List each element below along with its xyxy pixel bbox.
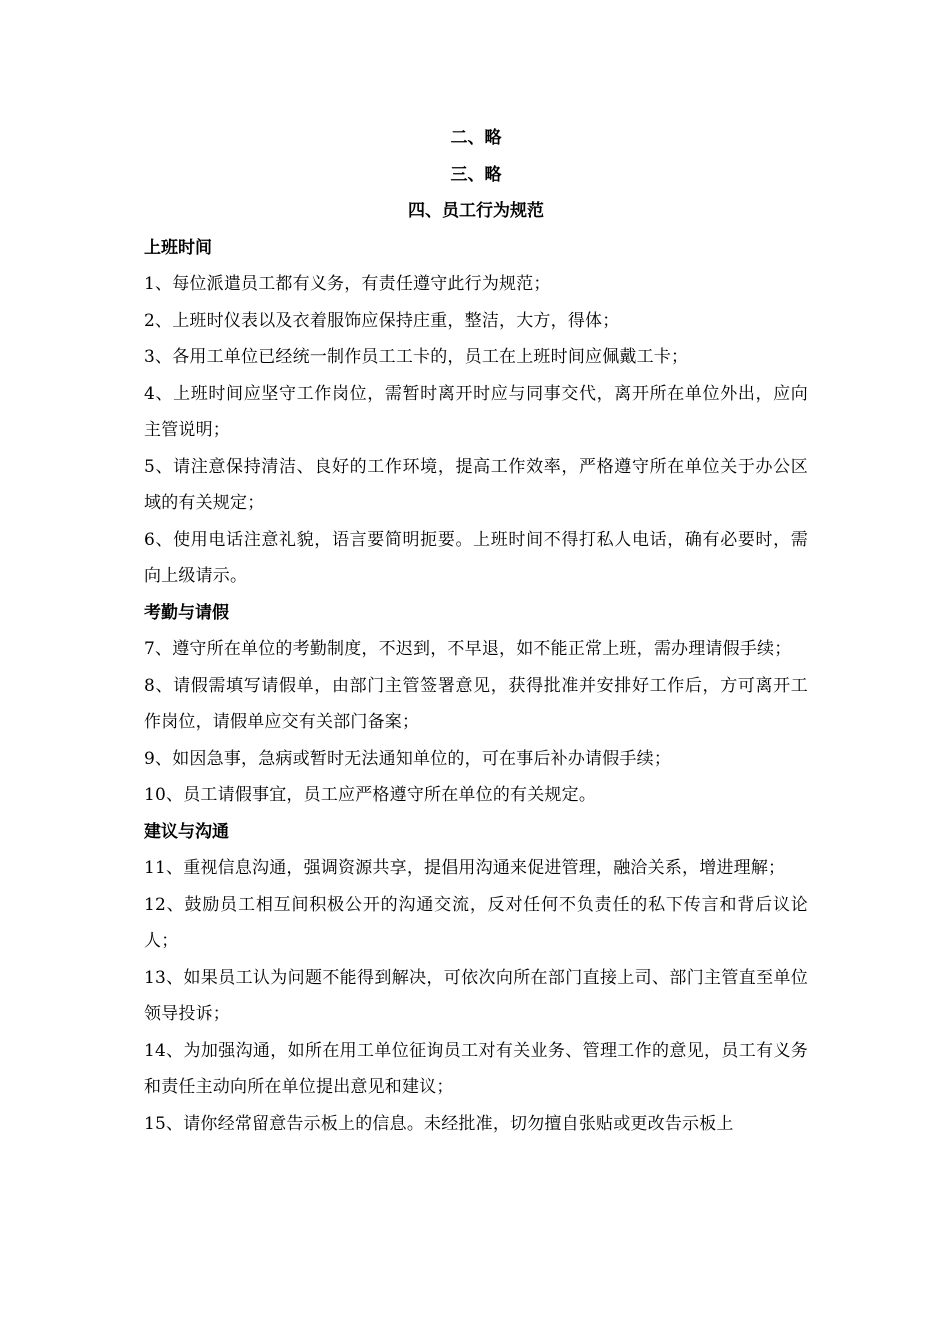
- rule-paragraph: 5、请注意保持清洁、良好的工作环境，提高工作效率，严格遵守所在单位关于办公区域的有关规定；: [144, 456, 808, 513]
- rule-paragraph: 2、上班时仪表以及衣着服饰应保持庄重，整洁，大方，得体；: [144, 310, 620, 331]
- rule-paragraph: 14、为加强沟通，如所在用工单位征询员工对有关业务、管理工作的意见，员工有义务和责任主动向所在单位提出意见和建议；: [144, 1040, 808, 1097]
- rule-paragraph: 6、使用电话注意礼貌，语言要简明扼要。上班时间不得打私人电话，确有必要时，需向上级请示。: [144, 529, 808, 586]
- rule-paragraph: 15、请你经常留意告示板上的信息。未经批准，切勿擅自张贴或更改告示板上: [144, 1113, 734, 1134]
- rule-paragraph: 3、各用工单位已经统一制作员工工卡的，员工在上班时间应佩戴工卡；: [144, 347, 689, 367]
- rule-paragraph: 13、如果员工认为问题不能得到解决，可依次向所在部门直接上司、部门主管直至单位领导投诉；: [144, 967, 808, 1024]
- heading-section-4: 四、员工行为规范: [408, 201, 544, 221]
- rule-paragraph: 7、遵守所在单位的考勤制度，不迟到，不早退，如不能正常上班，需办理请假手续；: [144, 639, 792, 659]
- rule-paragraph: 11、重视信息沟通，强调资源共享，提倡用沟通来促进管理，融洽关系，增进理解；: [144, 858, 786, 878]
- rule-paragraph: 12、鼓励员工相互间积极公开的沟通交流，反对任何不负责任的私下传言和背后议论人；: [144, 894, 808, 951]
- document-content: [144, 120, 808, 1142]
- rule-paragraph: 8、请假需填写请假单，由部门主管签署意见，获得批准并安排好工作后，方可离开工作岗位，请假单应交有关部门备案；: [144, 675, 808, 732]
- rule-paragraph: 10、员工请假事宜，员工应严格遵守所在单位的有关规定。: [144, 785, 597, 805]
- section-title-attendance: 考勤与请假: [144, 602, 229, 623]
- rule-paragraph: 1、每位派遣员工都有义务，有责任遵守此行为规范；: [144, 274, 551, 294]
- heading-section-2: 二、略: [450, 128, 502, 148]
- rule-paragraph: 9、如因急事，急病或暂时无法通知单位的，可在事后补办请假手续；: [144, 748, 672, 769]
- section-title-work-hours: 上班时间: [144, 237, 212, 258]
- rule-paragraph: 4、上班时间应坚守工作岗位，需暂时离开时应与同事交代，离开所在单位外出，应向主管说明；: [144, 383, 808, 440]
- heading-section-3: 三、略: [450, 164, 502, 185]
- section-title-communication: 建议与沟通: [144, 821, 229, 842]
